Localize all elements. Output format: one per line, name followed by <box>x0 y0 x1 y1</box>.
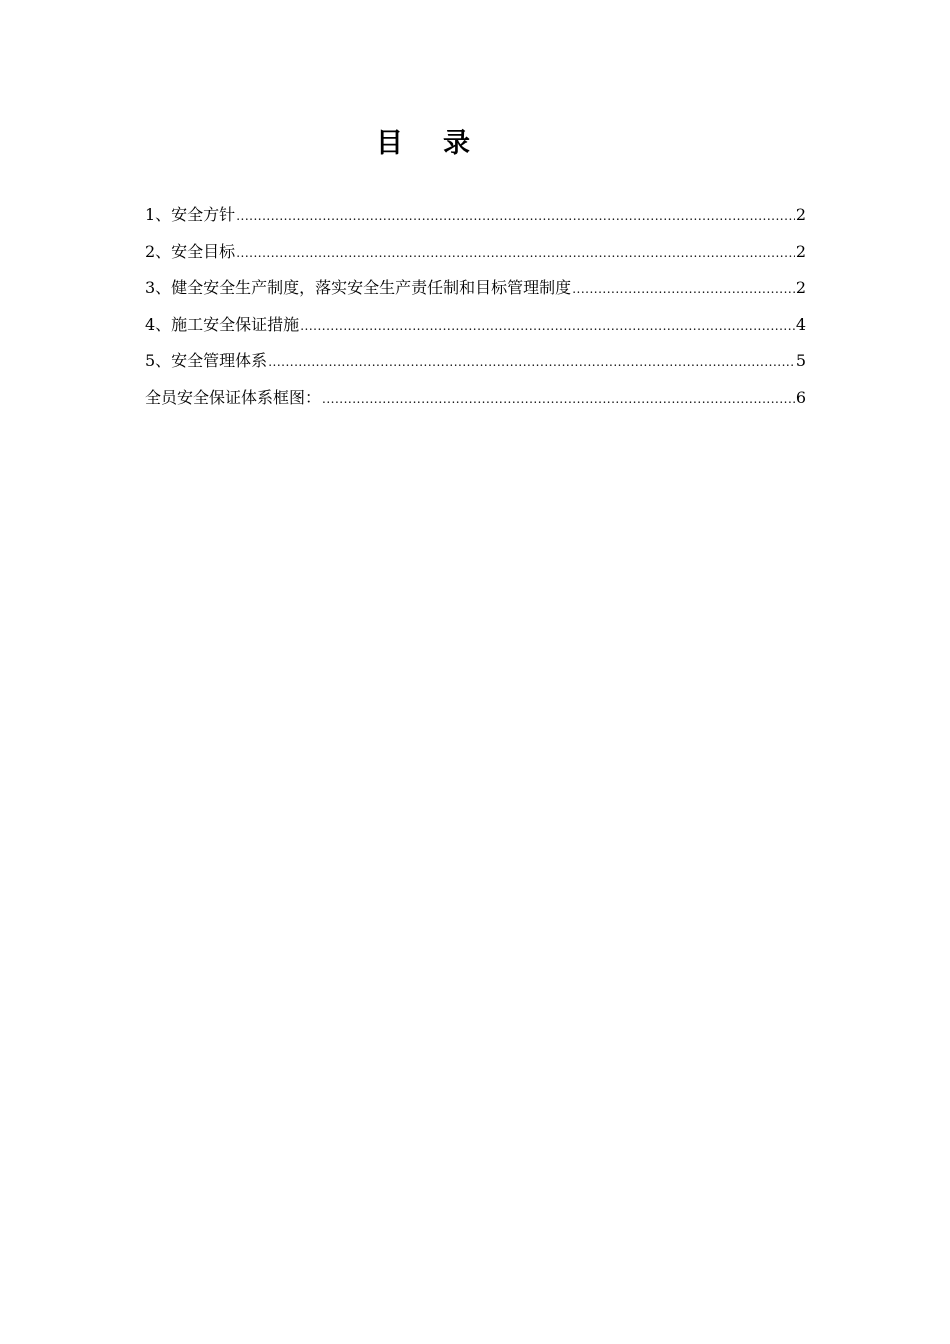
toc-entry-label: 全员安全保证体系框图： <box>145 387 322 407</box>
toc-title: 目录 <box>376 128 510 159</box>
dot-leader <box>322 381 795 418</box>
toc-entry-page: 4 <box>795 314 806 334</box>
toc-entry-label: 3、健全安全生产制度，落实安全生产责任制和目标管理制度 <box>145 278 572 298</box>
toc-entry-label: 1、安全方针 <box>145 205 236 224</box>
toc-entry[interactable] <box>145 197 806 234</box>
dot-leader <box>236 198 795 235</box>
toc-entry-label: 4、施工安全保证措施 <box>145 314 300 334</box>
toc-entry[interactable] <box>145 270 806 307</box>
toc-entry[interactable] <box>145 234 806 271</box>
dot-leader <box>572 271 795 308</box>
dot-leader <box>300 308 795 345</box>
toc-entry-page: 2 <box>795 205 806 224</box>
toc-entry-page: 2 <box>795 241 806 261</box>
toc-entry[interactable] <box>145 307 806 344</box>
toc-entry[interactable] <box>145 380 806 417</box>
toc-entry-label: 5、安全管理体系 <box>145 351 268 371</box>
dot-leader <box>268 344 795 381</box>
toc-entry-page: 5 <box>795 351 806 371</box>
toc-entry-page: 2 <box>795 278 806 298</box>
toc-entry-page: 6 <box>795 387 806 407</box>
toc-entry-label: 2、安全目标 <box>145 241 236 261</box>
table-of-contents <box>145 197 806 417</box>
toc-entry[interactable] <box>145 343 806 380</box>
dot-leader <box>236 235 795 272</box>
